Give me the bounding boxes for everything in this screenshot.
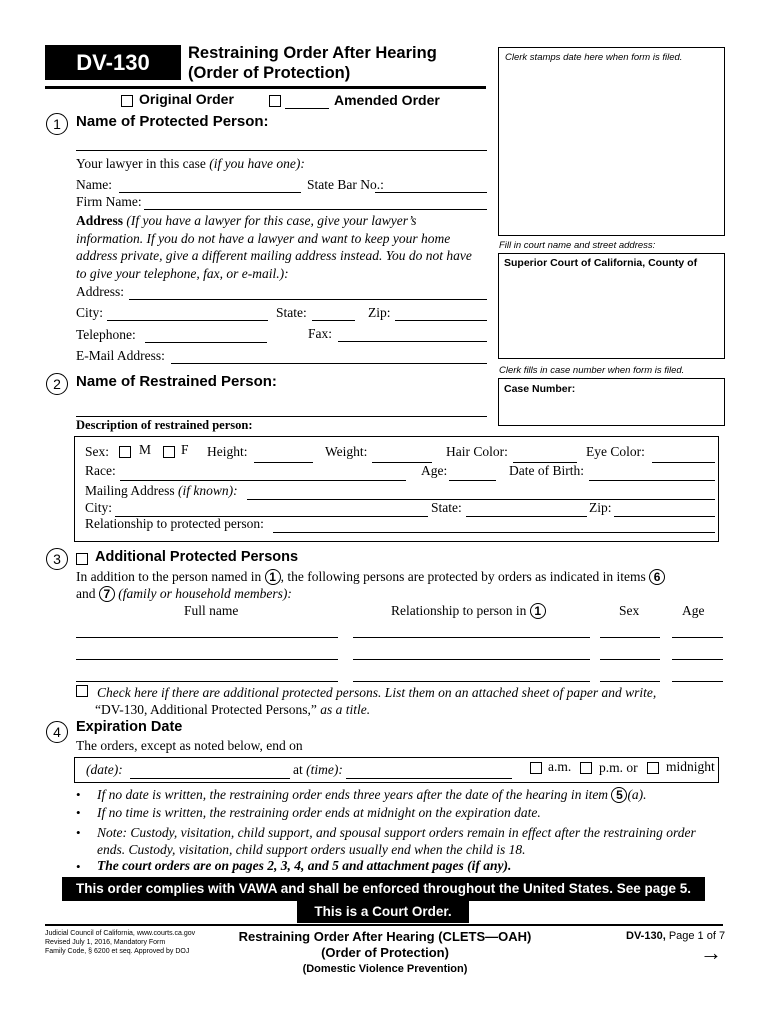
email-label: E-Mail Address: bbox=[76, 348, 165, 363]
col-relationship-ref: 1 bbox=[530, 603, 546, 619]
item-1-number: 1 bbox=[46, 113, 68, 135]
date-label: (date): bbox=[86, 762, 123, 777]
bullet-1-marker: • bbox=[76, 787, 81, 802]
restrained-state-label: State: bbox=[431, 500, 462, 515]
expiration-intro: The orders, except as noted below, end on bbox=[76, 738, 303, 753]
sex-m-checkbox[interactable] bbox=[119, 446, 131, 458]
restrained-zip-line[interactable] bbox=[614, 516, 715, 517]
section-1-title: Name of Protected Person: bbox=[76, 113, 269, 130]
mailing-address-line[interactable] bbox=[247, 499, 715, 500]
court-order-banner bbox=[297, 901, 469, 923]
firm-name-line[interactable] bbox=[144, 209, 487, 210]
city-line[interactable] bbox=[107, 320, 268, 321]
footer-subtitle: (Order of Protection) bbox=[321, 945, 449, 960]
bullet-1-text-a: If no date is written, the restraining order ends three years after the date of the hearing in item bbox=[97, 787, 609, 802]
bullet-3-marker: • bbox=[76, 825, 81, 840]
intro-note: (family or household members): bbox=[118, 586, 292, 601]
bullet-4: The court orders are on pages 2, 3, 4, and 5 and attachment pages (if any). bbox=[97, 858, 512, 873]
attached-sheet-text-2: “DV-130, Additional Protected Persons,” bbox=[95, 702, 317, 717]
clerk-stamp-box bbox=[498, 47, 725, 236]
additional-persons-checkbox[interactable] bbox=[76, 553, 88, 565]
intro-and: and bbox=[76, 586, 96, 601]
mailing-address-text: Mailing Address bbox=[85, 483, 175, 498]
sex-f-label: F bbox=[181, 442, 189, 457]
height-line[interactable] bbox=[254, 462, 313, 463]
item-4-number: 4 bbox=[46, 721, 68, 743]
hair-color-label: Hair Color: bbox=[446, 444, 508, 459]
footer-left-1: Judicial Council of California, www.courts.ca.gov bbox=[45, 930, 196, 937]
footer-subtitle-2: (Domestic Violence Prevention) bbox=[302, 963, 468, 975]
description-label: Description of restrained person: bbox=[76, 418, 253, 432]
vawa-banner bbox=[62, 877, 705, 901]
person-3-sex-line[interactable] bbox=[600, 681, 660, 682]
case-number-label: Case Number: bbox=[504, 383, 576, 395]
person-3-age-line[interactable] bbox=[672, 681, 723, 682]
footer-rule bbox=[45, 924, 723, 926]
item-3-number: 3 bbox=[46, 548, 68, 570]
at-time-label bbox=[293, 762, 343, 778]
zip-line[interactable] bbox=[395, 320, 487, 321]
col-full-name: Full name bbox=[184, 603, 239, 618]
age-label: Age: bbox=[421, 463, 448, 478]
restrained-name-line[interactable] bbox=[76, 416, 487, 417]
bullet-3 bbox=[97, 824, 696, 858]
eye-color-line[interactable] bbox=[652, 462, 715, 463]
am-checkbox[interactable] bbox=[530, 762, 542, 774]
original-order-label: Original Order bbox=[139, 91, 234, 107]
person-2-relationship-line[interactable] bbox=[353, 659, 590, 660]
eye-color-label: Eye Color: bbox=[586, 444, 645, 459]
sex-m-label: M bbox=[139, 442, 152, 457]
col-relationship bbox=[391, 603, 546, 620]
address-instructions bbox=[76, 212, 496, 282]
original-order-checkbox[interactable] bbox=[121, 95, 133, 107]
state-label: State: bbox=[276, 305, 307, 320]
address-field-label: Address: bbox=[76, 284, 124, 299]
bullet-2-marker: • bbox=[76, 805, 81, 820]
fax-label: Fax: bbox=[308, 326, 333, 341]
section-3-intro-line2 bbox=[76, 586, 292, 603]
state-bar-label: State Bar No.: bbox=[307, 177, 384, 192]
dob-line[interactable] bbox=[589, 480, 715, 481]
fax-line[interactable] bbox=[338, 341, 487, 342]
amended-order-checkbox[interactable] bbox=[269, 95, 281, 107]
case-number-note: Clerk fills in case number when form is filed. bbox=[499, 365, 685, 376]
amended-order-label: Amended Order bbox=[334, 92, 440, 108]
protected-name-line[interactable] bbox=[76, 150, 487, 151]
address-note-4: to give your telephone, fax, or e-mail.): bbox=[76, 265, 289, 281]
lawyer-note: (if you have one): bbox=[209, 156, 305, 171]
relationship-line[interactable] bbox=[273, 532, 715, 533]
footer-center bbox=[215, 929, 555, 977]
section-3-title: Additional Protected Persons bbox=[95, 549, 299, 565]
city-label: City: bbox=[76, 305, 104, 320]
item-5-ref: 5 bbox=[611, 787, 627, 803]
form-title-line1: Restraining Order After Hearing bbox=[188, 44, 437, 62]
address-note-1: (If you have a lawyer for this case, give your lawyer’s bbox=[126, 213, 417, 228]
item-1-ref: 1 bbox=[265, 569, 281, 585]
item-6-ref: 6 bbox=[649, 569, 665, 585]
form-number-badge bbox=[45, 45, 181, 80]
address-heading: Address bbox=[76, 213, 124, 228]
address-note-3: address private, give a different mailing address instead. You do not have bbox=[76, 248, 472, 263]
lawyer-label bbox=[76, 156, 305, 172]
item-7-ref: 7 bbox=[99, 586, 115, 602]
court-order-text: This is a Court Order. bbox=[314, 904, 452, 919]
intro-text-a: In addition to the person named in bbox=[76, 569, 262, 584]
telephone-line[interactable] bbox=[145, 342, 267, 343]
vawa-text: This order complies with VAWA and shall be enforced throughout the United States. See page 5. bbox=[75, 881, 692, 896]
next-page-arrow-icon: → bbox=[700, 940, 722, 965]
amended-order-number-line[interactable] bbox=[285, 108, 329, 109]
attached-sheet-checkbox[interactable] bbox=[76, 685, 88, 697]
lawyer-name-label: Name: bbox=[76, 177, 112, 192]
col-age: Age bbox=[682, 603, 705, 618]
email-line[interactable] bbox=[171, 363, 487, 364]
form-title bbox=[188, 43, 437, 83]
footer-left-3: Family Code, § 6200 et seq. Approved by DOJ bbox=[45, 948, 190, 955]
item-2-number: 2 bbox=[46, 373, 68, 395]
bullet-4-marker: • bbox=[76, 859, 81, 874]
restrained-zip-label: Zip: bbox=[589, 500, 612, 515]
restrained-city-label: City: bbox=[85, 500, 113, 515]
race-label: Race: bbox=[85, 463, 116, 478]
footer-left-2: Revised July 1, 2016, Mandatory Form bbox=[45, 939, 166, 946]
court-name-box[interactable] bbox=[498, 253, 725, 359]
am-label: a.m. bbox=[548, 759, 572, 774]
state-bar-line[interactable] bbox=[375, 192, 487, 193]
person-1-relationship-line[interactable] bbox=[353, 637, 590, 638]
bullet-3-text-1: Note: Custody, visitation, child support, and spousal support orders remain in effect after the restraining order bbox=[97, 825, 696, 840]
clerk-stamp-note: Clerk stamps date here when form is filed. bbox=[505, 52, 683, 63]
bullet-1-text-b: (a). bbox=[627, 787, 647, 802]
section-3-intro-line1 bbox=[76, 569, 665, 586]
at-label: at bbox=[293, 762, 303, 777]
footer-title: Restraining Order After Hearing (CLETS—OAH) bbox=[238, 929, 532, 944]
attached-sheet-text-3: as a title. bbox=[320, 702, 371, 717]
section-4-title: Expiration Date bbox=[76, 719, 183, 735]
attached-sheet-text-1: Check here if there are additional protected persons. List them on an attached sheet of paper and write, bbox=[97, 685, 657, 700]
weight-label: Weight: bbox=[325, 444, 368, 459]
person-3-relationship-line[interactable] bbox=[353, 681, 590, 682]
time-label: (time): bbox=[306, 762, 343, 777]
bullet-2: If no time is written, the restraining order ends at midnight on the expiration date. bbox=[97, 805, 541, 820]
bullet-3-text-2: ends. Custody, visitation, child support orders usually end when the child is 18. bbox=[97, 842, 526, 857]
footer-form-id: DV-130, bbox=[626, 930, 666, 942]
form-number: DV-130 bbox=[76, 50, 150, 75]
firm-name-label: Firm Name: bbox=[76, 194, 142, 209]
mailing-address-label bbox=[85, 483, 238, 499]
midnight-checkbox[interactable] bbox=[647, 762, 659, 774]
person-2-sex-line[interactable] bbox=[600, 659, 660, 660]
pm-checkbox[interactable] bbox=[580, 762, 592, 774]
footer-page-number: Page 1 of 7 bbox=[668, 930, 726, 942]
zip-label: Zip: bbox=[368, 305, 391, 320]
court-name-note: Fill in court name and street address: bbox=[499, 240, 656, 251]
pm-label: p.m. or bbox=[599, 760, 638, 775]
form-title-line2: (Order of Protection) bbox=[188, 64, 351, 82]
person-1-name-line[interactable] bbox=[76, 637, 338, 638]
expiration-date-line[interactable] bbox=[130, 778, 290, 779]
address-line[interactable] bbox=[129, 299, 487, 300]
court-name-label: Superior Court of California, County of bbox=[504, 257, 698, 269]
intro-text-b: , the following persons are protected by orders as indicated in items bbox=[280, 569, 646, 584]
height-label: Height: bbox=[207, 444, 248, 459]
mailing-address-note: (if known): bbox=[178, 483, 238, 498]
section-2-title: Name of Restrained Person: bbox=[76, 373, 277, 390]
bullet-1 bbox=[97, 787, 647, 804]
telephone-label: Telephone: bbox=[76, 327, 136, 342]
col-sex: Sex bbox=[619, 603, 640, 618]
attached-sheet-text bbox=[97, 684, 717, 718]
person-1-age-line[interactable] bbox=[672, 637, 723, 638]
header-rule bbox=[45, 86, 486, 89]
dob-label: Date of Birth: bbox=[509, 463, 584, 478]
midnight-label: midnight bbox=[666, 759, 715, 774]
col-relationship-text: Relationship to person in bbox=[391, 603, 527, 618]
lawyer-name-line[interactable] bbox=[119, 192, 301, 193]
restrained-state-line[interactable] bbox=[466, 516, 587, 517]
expiration-time-line[interactable] bbox=[346, 778, 512, 779]
relationship-label: Relationship to protected person: bbox=[85, 516, 264, 531]
sex-label: Sex: bbox=[85, 444, 110, 459]
person-2-name-line[interactable] bbox=[76, 659, 338, 660]
sex-f-checkbox[interactable] bbox=[163, 446, 175, 458]
person-2-age-line[interactable] bbox=[672, 659, 723, 660]
state-line[interactable] bbox=[312, 320, 355, 321]
race-line[interactable] bbox=[120, 480, 406, 481]
age-line[interactable] bbox=[449, 480, 496, 481]
case-number-box[interactable] bbox=[498, 378, 725, 426]
footer-left bbox=[45, 929, 195, 956]
address-note-2: information. If you do not have a lawyer and want to keep your home bbox=[76, 230, 451, 246]
person-1-sex-line[interactable] bbox=[600, 637, 660, 638]
person-3-name-line[interactable] bbox=[76, 681, 338, 682]
lawyer-label-text: Your lawyer in this case bbox=[76, 156, 206, 171]
